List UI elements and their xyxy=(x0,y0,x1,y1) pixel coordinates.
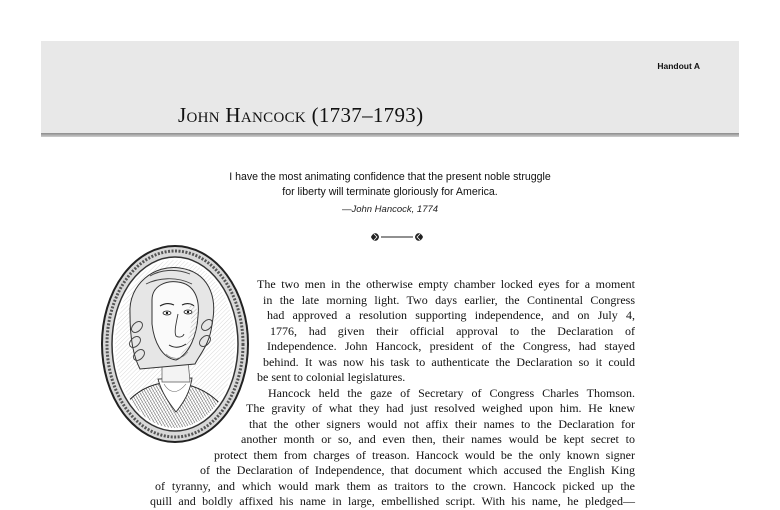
epigraph-line: I have the most animating confidence that the present noble struggle xyxy=(229,171,551,183)
body-line: of tyranny, and which would mark them as traitors to the crown. Hancock picked up the xyxy=(155,478,635,493)
body-line: that the other signers would not affix their names to the Declaration for xyxy=(249,416,635,431)
epigraph-line: for liberty will terminate gloriously for America. xyxy=(282,185,498,198)
body-line: protect them from charges of treason. Hancock would be the only known signer xyxy=(214,447,635,462)
body-line: quill and boldly affixed his name in large, embellished script. With his name, he pledged— xyxy=(150,494,635,508)
body-line: Hancock held the gaze of Secretary of Congress Charles Thomson. xyxy=(268,385,635,400)
epigraph-attribution: —John Hancock, 1774 xyxy=(341,204,439,215)
page-title: John Hancock (1737–1793) xyxy=(178,103,424,127)
body-line: of the Declaration of Independence, that document which accused the English King xyxy=(200,463,635,477)
body-line: in the late morning light. Two days earlier, the Continental Congress xyxy=(263,292,635,307)
handout-label: Handout A xyxy=(657,61,700,71)
body-text xyxy=(150,277,635,510)
body-line: 1776, had given their official approval to the Declaration of xyxy=(270,323,635,338)
epigraph-quote xyxy=(190,170,590,199)
body-line: behind. It was now his task to authenticate the Declaration so it could xyxy=(263,354,635,369)
body-line: had approved a resolution supporting independence, and on July 4, xyxy=(267,308,635,322)
body-line: The gravity of what they had just resolved weighed upon him. He knew xyxy=(246,401,635,415)
body-line: Independence. John Hancock, president of the Congress, had stayed xyxy=(267,339,635,353)
body-line: another month or so, and even then, their names would be kept secret to xyxy=(241,432,635,446)
header-rule xyxy=(41,133,739,137)
body-line: The two men in the otherwise empty chamber locked eyes for a moment xyxy=(257,277,635,291)
body-line: be sent to colonial legislatures. xyxy=(257,370,406,384)
fleuron-divider-icon xyxy=(368,230,426,244)
